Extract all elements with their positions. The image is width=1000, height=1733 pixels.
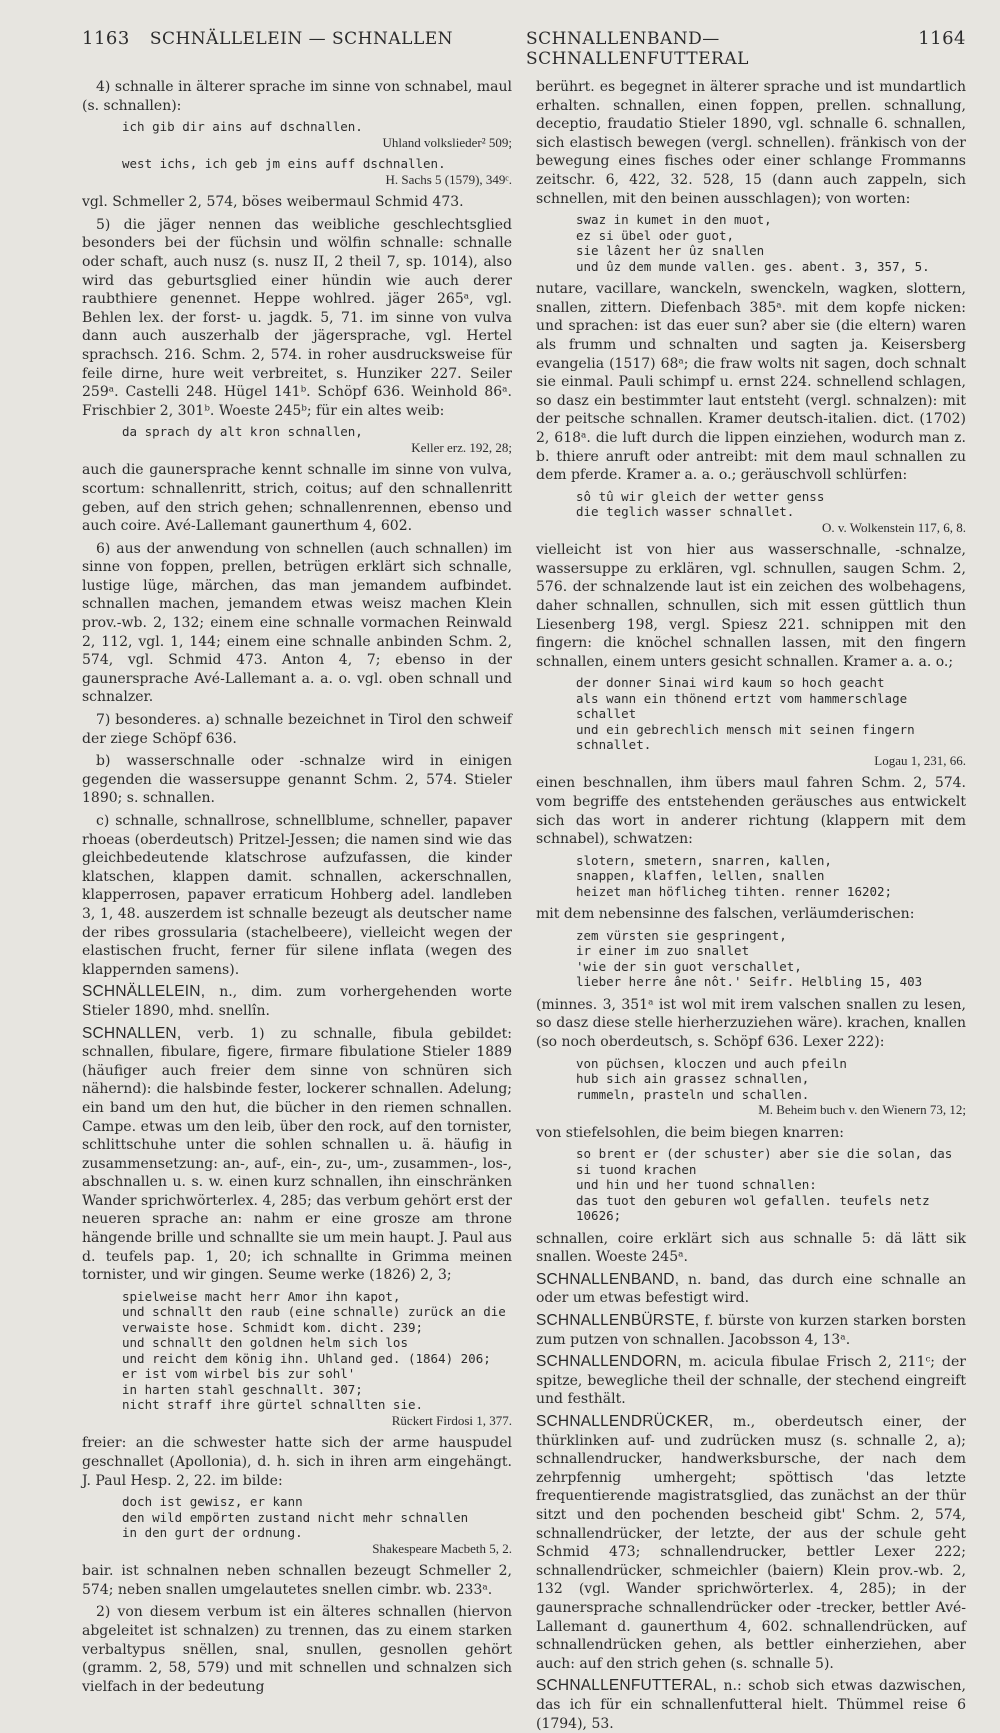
right-page-number: 1164 bbox=[918, 28, 966, 49]
entry-definition: m. acicula fibulae Frisch 2, 211ᶜ; der spitze, bewegliche theil der schnalle, der stechend eingreift und festhält. bbox=[536, 1354, 966, 1408]
quotation-line: rummeln, prasteln und schallen. bbox=[576, 1086, 810, 1102]
quotation-line: sô tû wir gleich der wetter genss bbox=[576, 488, 825, 504]
quotation-line: der donner Sinai wird kaum so hoch geacht bbox=[576, 675, 885, 691]
quotation-line: da sprach dy alt kron schnallen, bbox=[122, 424, 363, 440]
quotation-source: Shakespeare Macbeth 5, 2. bbox=[372, 1540, 512, 1556]
quotation-block bbox=[576, 1056, 966, 1118]
page-header bbox=[82, 28, 966, 69]
header-right bbox=[526, 28, 966, 69]
entry-headword: SCHNALLENDRÜCKER, bbox=[536, 1413, 714, 1431]
quotation-line: zem vürsten sie gespringent, bbox=[576, 927, 787, 943]
text-paragraph: 7) besonderes. a) schnalle bezeichnet in Tirol den schweif der ziege Schöpf 636. bbox=[82, 712, 512, 747]
quotation-source: Keller erz. 192, 28; bbox=[411, 439, 512, 455]
text-paragraph: 5) die jäger nennen das weibliche geschlechtsglied besonders bei der füchsin und wölfin schnalle: schnalle oder schaft, auch nusz (s. nusz II, 2 theil 7, sp. 1014), also wird das geburtsglied einer hündin wie auch derer raubthiere genennet. Heppe wohlred. jäger 265ᵃ, vgl. Behlen lex. der forst- u. jagdk. 5, 71. im sinne von vulva dann auch auszerhalb der jägersprache, vgl. Hertel sprachsch. 216. Schm. 2, 574. in roher ausdrucksweise für feile dirne, hure weit verbreitet, s. Hunziker 227. Seiler 259ᵃ. Castelli 248. Hügel 141ᵇ. Schöpf 636. Weinhold 86ᵃ. Frischbier 2, 301ᵇ. Woeste 245ᵇ; für ein altes weib: bbox=[82, 216, 512, 419]
quotation-line: hub sich ain grassez schnallen, bbox=[576, 1071, 810, 1087]
quotation-line: sie lâzent her ûz snallen bbox=[576, 243, 765, 259]
quotation-line: doch ist gewisz, er kann bbox=[122, 1494, 303, 1510]
entry-definition: f. bürste von kurzen starken borsten zum putzen von schnallen. Jacobsson 4, 13ᵃ. bbox=[536, 1313, 966, 1348]
quotation-line: das tuot den geburen wol gefallen. teufels netz 10626; bbox=[576, 1192, 930, 1224]
quotation-line: snappen, klaffen, lellen, snallen bbox=[576, 868, 825, 884]
entry-headword: SCHNALLENFUTTERAL, bbox=[536, 1677, 718, 1695]
text-paragraph: berührt. es begegnet in älterer sprache und ist mundartlich erhalten. schnallen, einen foppen, prellen. schnallung, deceptio, fraudatio Stieler 1890, vgl. schnalle 6. schnallen, sich elastisch bewegen (vergl. schnellen). fränkisch von der bewegung eines fisches oder einer schlange Frommanns zeitschr. 6, 422, 32. 528, 15 (dann auch zappeln, sich schnellen, mit den beinen ausschlagen); von worten: bbox=[536, 79, 966, 207]
quotation-block bbox=[122, 119, 512, 150]
quotation-line: ich gib dir ains auf dschnallen. bbox=[122, 119, 363, 135]
entry-headword: SCHNÄLLELEIN, bbox=[82, 983, 206, 1001]
quotation-line: und hin und her tuond schnallen: bbox=[576, 1177, 817, 1193]
text-paragraph: von stiefelsohlen, die beim biegen knarren: bbox=[536, 1124, 844, 1141]
dictionary-entry bbox=[536, 1312, 966, 1349]
quotation-block bbox=[122, 1494, 512, 1556]
quotation-block bbox=[122, 1289, 512, 1429]
text-paragraph: vielleicht ist von hier aus wasserschnalle, -schnalze, wassersuppe zu erklären, vgl. schnullen, saugen Schm. 2, 576. der schnalzende laut ist ein zeichen des wolbehagens, daher schnallen, schnullen, sich mit essen güttlich thun Liesenberg 198, vergl. Spiesz 221. schnippen mit den fingern: die knöchel schnallen lassen, mit den fingern schnallen, einem unters gesicht schnallen. Kramer a. a. o.; bbox=[536, 542, 966, 670]
quotation-line: swaz in kumet in den muot, bbox=[576, 212, 772, 228]
quotation-source: Uhland volkslieder² 509; bbox=[382, 134, 512, 150]
quotation-line: ez si übel oder guot, bbox=[576, 227, 735, 243]
quotation-line: ir einer im zuo snallet bbox=[576, 943, 750, 959]
dictionary-entry bbox=[536, 1271, 966, 1308]
quotation-line: spielweise macht herr Amor ihn kapot, bbox=[122, 1288, 401, 1304]
quotation-block bbox=[576, 928, 966, 990]
quotation-block bbox=[122, 424, 512, 455]
entry-definition: n., dim. zum vorhergehenden worte Stieler 1890, mhd. snellîn. bbox=[82, 984, 512, 1019]
text-paragraph: mit dem nebensinne des falschen, verläumderischen: bbox=[536, 906, 915, 923]
quotation-source: H. Sachs 5 (1579), 349ᶜ. bbox=[385, 171, 512, 187]
quotation-line: und reicht dem könig ihn. Uhland ged. (1864) 206; bbox=[122, 1350, 491, 1366]
quotation-line: lieber herre âne nôt.' Seifr. Helbling 15, 403 bbox=[576, 974, 923, 990]
dictionary-entry bbox=[536, 1677, 966, 1733]
quotation-line: er ist vom wirbel bis zur sohl' bbox=[122, 1366, 356, 1382]
quotation-line: 'wie der sin guot verschallet, bbox=[576, 958, 802, 974]
quotation-line: heizet man höflicheg tihten. renner 16202; bbox=[576, 883, 893, 899]
quotation-line: in den gurt der ordnung. bbox=[122, 1525, 303, 1541]
text-paragraph: 2) von diesem verbum ist ein älteres schnallen (hiervon abgeleitet ist schnalzen) zu trennen, das zu einem starken verbaltypus snëllen, snal, snullen, gesnollen gehört (gramm. 2, 58, 579) und mit schnellen und schnalzen sich vielfach in der bedeutung bbox=[82, 1604, 512, 1695]
quotation-line: den wild empörten zustand nicht mehr schnallen bbox=[122, 1509, 469, 1525]
header-left bbox=[82, 28, 522, 49]
entry-headword: SCHNALLEN, bbox=[82, 1024, 182, 1042]
right-column bbox=[536, 78, 966, 1732]
quotation-line: die teglich wasser schnallet. bbox=[576, 504, 795, 520]
quotation-source: O. v. Wolkenstein 117, 6, 8. bbox=[822, 519, 966, 535]
quotation-line: verwaiste hose. Schmidt kom. dicht. 239; bbox=[122, 1319, 424, 1335]
left-running-title: SCHNÄLLELEIN — SCHNALLEN bbox=[149, 29, 454, 49]
right-running-title: SCHNALLENBAND—SCHNALLENFUTTERAL bbox=[526, 29, 749, 69]
entry-headword: SCHNALLENBÜRSTE, bbox=[536, 1312, 700, 1330]
quotation-line: und schnallt den raub (eine schnalle) zurück an die bbox=[122, 1304, 506, 1320]
text-paragraph: bair. ist schnalnen neben schnallen bezeugt Schmeller 2, 574; neben snallen umgelautetes snellen cimbr. wb. 233ᵃ. bbox=[82, 1563, 512, 1598]
text-paragraph: (minnes. 3, 351ᵃ ist wol mit irem valschen snallen zu lesen, so dasz diese stelle hierherzuziehen wäre). krachen, knallen (so noch oberdeutsch, s. Schöpf 636. Lexer 222): bbox=[536, 996, 966, 1050]
dictionary-entry bbox=[536, 1353, 966, 1409]
quotation-source: M. Beheim buch v. den Wienern 73, 12; bbox=[758, 1102, 966, 1118]
text-paragraph: c) schnalle, schnallrose, schnellblume, schneller, papaver rhoeas (oberdeutsch) Pritzel-Jessen; die namen sind wie das gleichbedeutende klatschrose aufzufassen, die kinder klatschen, klappen damit. schnallen, ackerschnallen, klapperrosen, papaver erraticum Hohberg adel. landleben 3, 1, 48. auszerdem ist schnalle bezeugt als deutscher name der ribes grossularia (stachelbeere), vielleicht wegen der elastischen frucht, ferner für silene inflata (wegen des klappernden samens). bbox=[82, 813, 512, 978]
quotation-line: als wann ein thönend ertzt vom hammerschlage schallet bbox=[576, 690, 908, 722]
entry-headword: SCHNALLENDORN, bbox=[536, 1353, 682, 1371]
quotation-line: in harten stahl geschnallt. 307; bbox=[122, 1381, 363, 1397]
text-paragraph: vgl. Schmeller 2, 574, böses weibermaul Schmid 473. bbox=[82, 194, 464, 211]
text-paragraph: 6) aus der anwendung von schnellen (auch schnallen) im sinne von foppen, prellen, betrügen erklärt sich schnalle, lustige lüge, märchen, das man jemandem aufbindet. schnallen machen, jemandem etwas weisz machen Klein prov.-wb. 2, 132; einem eine schnalle vormachen Reinwald 2, 112, vgl. 1, 144; einem eine schnalle anbinden Schm. 2, 574, vgl. Schmid 473. Anton 4, 7; ebenso in der gaunersprache Avé-Lallemant a. a. o. vgl. oben schnall und schnalzer. bbox=[82, 540, 512, 706]
text-paragraph: nutare, vacillare, wanckeln, swenckeln, wagken, slottern, snallen, zittern. Diefenbach 385ᵃ. mit dem kopfe nicken: und sprachen: ist das euer sun? aber sie (die eltern) waren als frumm und schnalten und sagten ja. Keisersberg evangelia (1517) 68ᵃ; die fraw wolts nit sagen, doch schnalt sie einmal. Pauli schimpf u. ernst 224. schnellend schlagen, so dasz ein bestimmter laut entsteht (vergl. schnalzen): mit der peitsche schnallen. Kramer deutsch-italien. dict. (1702) 2, 618ᵃ. die luft durch die lippen einziehen, wodurch man z. b. thiere anruft oder antreibt: mit dem maul schnallen zu dem pferde. Kramer a. a. o.; geräuschvoll schlürfen: bbox=[536, 281, 966, 484]
quotation-line: slotern, smetern, snarren, kallen, bbox=[576, 852, 832, 868]
quotation-block bbox=[576, 212, 966, 274]
text-paragraph: schnallen, coire erklärt sich aus schnalle 5: dä lätt sik snallen. Woeste 245ᵃ. bbox=[536, 1230, 966, 1266]
dictionary-entry bbox=[536, 1413, 966, 1673]
quotation-block bbox=[576, 853, 966, 900]
quotation-line: und ûz dem munde vallen. ges. abent. 3, 357, 5. bbox=[576, 258, 930, 274]
left-page-number: 1163 bbox=[82, 28, 130, 49]
quotation-block bbox=[576, 489, 966, 536]
text-columns bbox=[82, 78, 966, 1732]
quotation-line: und schnallt den goldnen helm sich los bbox=[122, 1335, 408, 1351]
quotation-source: Rückert Firdosi 1, 377. bbox=[391, 1412, 512, 1428]
text-paragraph: freier: an die schwester hatte sich der arme hauspudel geschnallet (Apollonia), d. h. sich in ihren arm eingehängt. J. Paul Hesp. 2, 22. im bilde: bbox=[82, 1435, 512, 1489]
entry-definition: n. band, das durch eine schnalle an oder um etwas befestigt wird. bbox=[536, 1271, 966, 1307]
left-column bbox=[82, 78, 512, 1695]
text-paragraph: b) wasserschnalle oder -schnalze wird in einigen gegenden die wassersuppe genannt Schm. 2, 574. Stieler 1890; s. schnallen. bbox=[82, 753, 512, 807]
quotation-line: und ein gebrechlich mensch mit seinen fingern schnallet. bbox=[576, 721, 915, 753]
quotation-line: west ichs, ich geb jm eins auff dschnallen. bbox=[122, 156, 446, 172]
quotation-line: von püchsen, kloczen und auch pfeiln bbox=[576, 1055, 847, 1071]
quotation-block bbox=[576, 1146, 966, 1224]
quotation-source: Logau 1, 231, 66. bbox=[874, 752, 966, 768]
entry-definition: verb. 1) zu schnalle, fibula gebildet: schnallen, fibulare, figere, firmare fibulatione Stieler 1889 (häufiger auch freier dem sinne von schnüren sich nähernd): die halsbinde fester, lockerer schnallen. Adelung; ein band um den hut, die bücher in den riemen schnallen. Campe. etwas um den leib, über den rock, auf den tornister, schlittschuhe unter die sohlen schnallen u. ä. häufig in zusammensetzung: an-, auf-, ein-, zu-, um-, zusammen-, los-, abschnallen u. s. w. einen kurz schnallen, ihn einschränken Wander sprichwörterlex. 4, 285; das verbum gehört erst der neueren sprache an: nahm er eine grosze am throne hängende brille und schnallte sie um mein haupt. J. Paul aus d. teufels pap. 1, 20; ich schnallte in Grimma meinen tornister, und wir gingen. Seume werke (1826) 2, 3; bbox=[82, 1025, 512, 1284]
entry-definition: n.: schob sich etwas dazwischen, das ich für ein schnallenfutteral hielt. Thümmel reise 6 (1794), 53. bbox=[536, 1678, 966, 1732]
dictionary-entry bbox=[82, 1025, 512, 1285]
entry-definition: m., oberdeutsch einer, der thürklinken auf- und zudrücken musz (s. schnalle 2, a); schnallendrucker, handwerksbursche, der nach dem zehrpfennig umhergeht; spöttisch 'das letzte frequentierende magistratsglied, das zunächst an der thür sitzt und den pochenden bescheid gibt' Schm. 2, 574, schnallendrücker, der letzte, der aus der schule geht Schmid 473; schnallendrucker, bettler Lexer 222; schnallendrücker, schmeichler (baiern) Klein prov.-wb. 2, 132 (vgl. Wander sprichwörterlex. 4, 285); in der gaunersprache schnallendrücker oder -trecker, bettler Avé-Lallemant d. gaunerthum 4, 602. schnallendrücken, auf schnallendrücken gehen, als bettler einherziehen, aber auch: auf den strich gehen (s. schnalle 5). bbox=[536, 1414, 966, 1672]
quotation-block bbox=[122, 156, 512, 187]
text-paragraph: auch die gaunersprache kennt schnalle im sinne von vulva, scortum: schnallenritt, strich, coitus; auf den schnallenritt geben, auf den strich gehen; schnallenrennen, ebenso und auch coire. Avé-Lallemant gaunerthum 4, 602. bbox=[82, 462, 512, 535]
quotation-line: so brent er (der schuster) aber sie die solan, das si tuond krachen bbox=[576, 1146, 953, 1177]
quotation-block bbox=[576, 675, 966, 768]
dictionary-entry bbox=[82, 983, 512, 1020]
text-paragraph: einen beschnallen, ihm übers maul fahren Schm. 2, 574. vom begriffe des entstehenden geräusches aus entwickelt sich das wort in anderer richtung (klappern mit dem schnabel), schwatzen: bbox=[536, 775, 966, 848]
text-paragraph: 4) schnalle in älterer sprache im sinne von schnabel, maul (s. schnallen): bbox=[82, 79, 512, 114]
quotation-line: nicht straff ihre gürtel schnallten sie. bbox=[122, 1397, 424, 1413]
entry-headword: SCHNALLENBAND, bbox=[536, 1270, 680, 1288]
